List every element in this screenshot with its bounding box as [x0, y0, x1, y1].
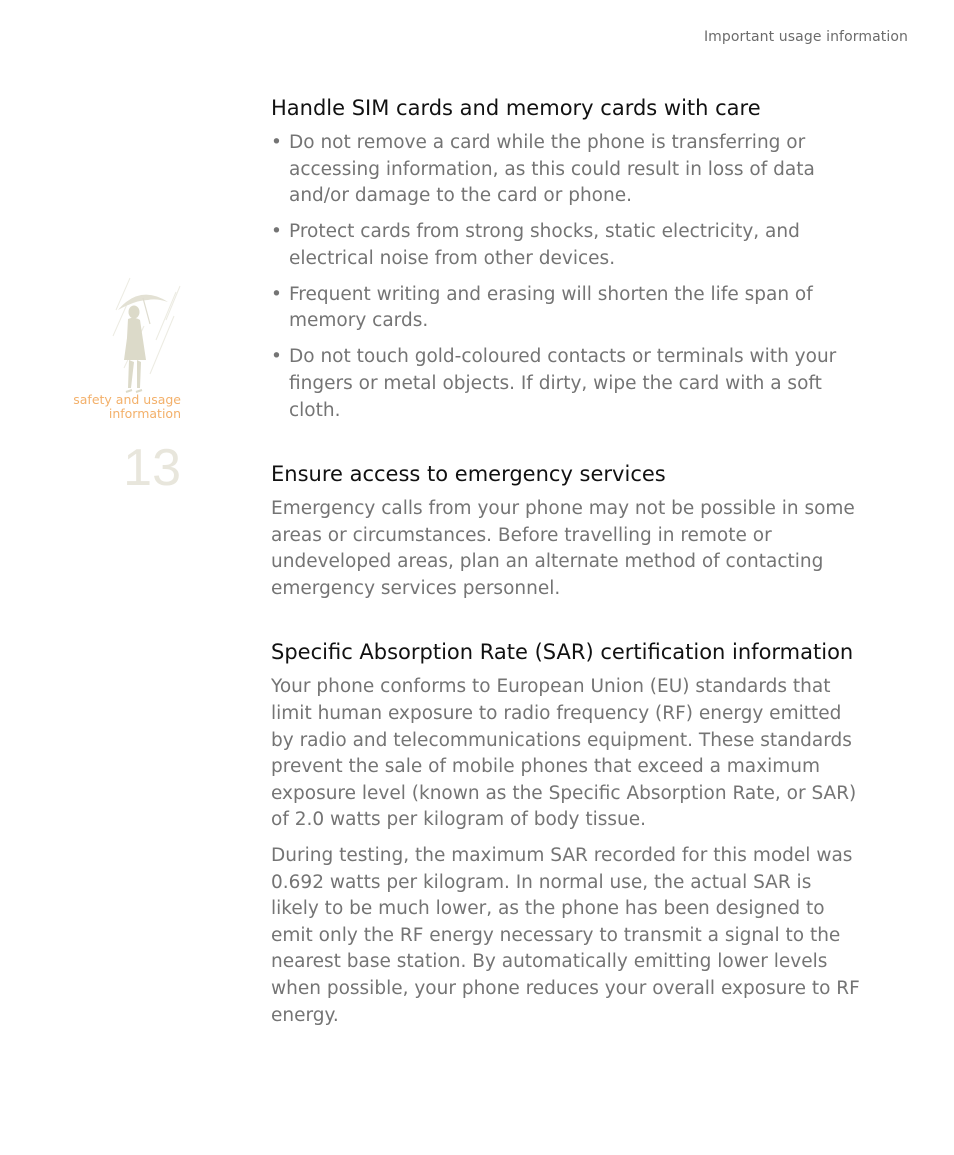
list-item-text: Protect cards from strong shocks, static electricity, and electrical noise from other devices. — [289, 221, 800, 269]
list-item — [271, 344, 861, 424]
paragraph: Emergency calls from your phone may not be possible in some areas or circumstances. Before travelling in remote or undeveloped areas, plan an alternate method of contacting emergency services personnel. — [271, 498, 855, 599]
list-item-text: Do not remove a card while the phone is transferring or accessing information, as this could result in loss of data and/or damage to the card or phone. — [289, 132, 815, 207]
list-item — [271, 282, 861, 335]
paragraph: Your phone conforms to European Union (EU) standards that limit human exposure to radio frequency (RF) energy emitted by radio and telecommunications equipment. These standards prevent the sale of mobile phones that exceed a maximum exposure level (known as the Specific Absorption Rate, or SAR) of 2.0 watts per kilogram of body tissue. — [271, 676, 857, 831]
bullet-icon: • — [271, 283, 282, 305]
running-header: Important usage information — [703, 29, 908, 45]
main-content — [271, 94, 861, 1038]
list-item-text: Do not touch gold-coloured contacts or terminals with your fingers or metal objects. If dirty, wipe the card with a soft cloth. — [289, 346, 837, 421]
bullet-icon: • — [271, 132, 282, 153]
section-sim-cards — [271, 94, 861, 424]
section-emergency-services — [271, 460, 861, 602]
section-heading: Specific Absorption Rate (SAR) certification information — [271, 640, 854, 665]
bullet-icon: • — [271, 346, 282, 368]
section-heading: Ensure access to emergency services — [271, 462, 666, 487]
list-item — [271, 219, 861, 272]
section-heading: Handle SIM cards and memory cards with care — [271, 96, 761, 120]
list-item — [271, 130, 861, 210]
paragraph: During testing, the maximum SAR recorded for this model was 0.692 watts per kilogram. In normal use, the actual SAR is likely to be much lower, as the phone has been designed to emit only the RF energy necessary to transmit a signal to the nearest base station. By automatically emitting lower levels when possible, your phone reduces your overall exposure to RF energy. — [271, 845, 860, 1026]
bullet-list — [271, 130, 861, 424]
list-item-text: Frequent writing and erasing will shorten the life span of memory cards. — [289, 283, 813, 332]
bullet-icon: • — [271, 221, 282, 243]
page-number: 13 — [123, 439, 181, 497]
section-label: safety and usage information — [73, 392, 181, 421]
section-sar-certification — [271, 638, 861, 1029]
woman-with-umbrella-illustration-icon — [110, 276, 182, 396]
